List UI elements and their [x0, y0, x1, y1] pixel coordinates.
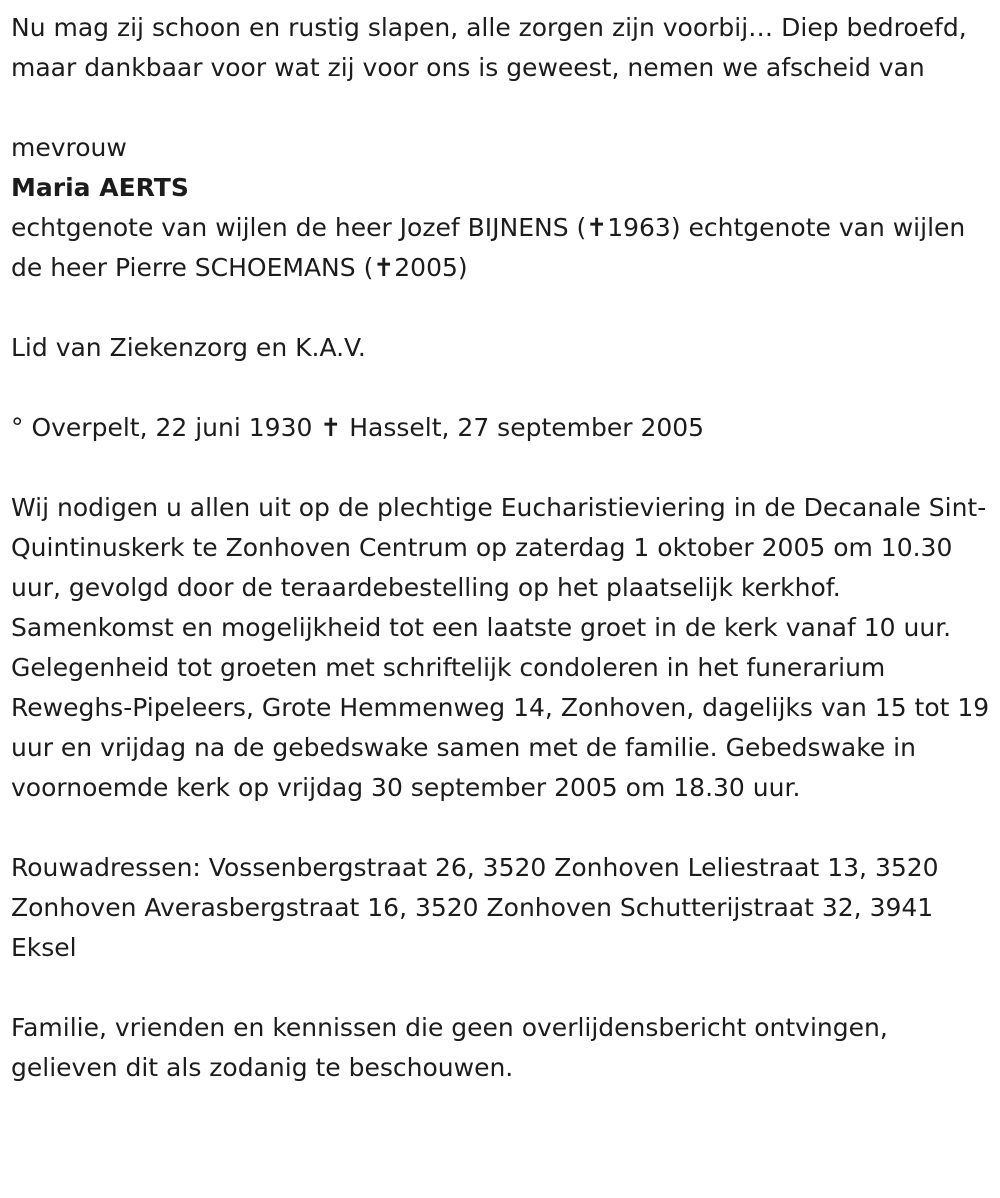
closing-paragraph: Familie, vrienden en kennissen die geen overlijdensbericht ontvingen, gelieven dit als zodanig te beschouwen.: [11, 1013, 888, 1082]
spouses-paragraph: echtgenote van wijlen de heer Jozef BIJNENS (✝1963) echtgenote van wijlen de heer Pierre SCHOEMANS (✝2005): [11, 213, 966, 282]
spacer: [11, 288, 993, 328]
ceremony-paragraph: Wij nodigen u allen uit op de plechtige Eucharistieviering in de Decanale Sint-Quintinuskerk te Zonhoven Centrum op zaterdag 1 oktober 2005 om 10.30 uur, gevolgd door de teraardebestelling op het plaatselijk kerkhof. Samenkomst en mogelijkheid tot een laatste groet in de kerk vanaf 10 uur. Gelegenheid tot groeten met schriftelijk condoleren in het funerarium Reweghs-Pipeleers, Grote Hemmenweg 14, Zonhoven, dagelijks van 15 tot 19 uur en vrijdag na de gebedswake samen met de familie. Gebedswake in voornoemde kerk op vrijdag 30 september 2005 om 18.30 uur.: [11, 493, 990, 802]
spacer: [11, 368, 993, 408]
membership-line: Lid van Ziekenzorg en K.A.V.: [11, 333, 366, 362]
addresses-paragraph: Rouwadressen: Vossenbergstraat 26, 3520 Zonhoven Leliestraat 13, 3520 Zonhoven Averasbergstraat 16, 3520 Zonhoven Schutterijstraat 32, 3941 Eksel: [11, 853, 939, 962]
spacer: [11, 808, 993, 848]
obituary-document: [11, 8, 993, 1088]
salutation: mevrouw: [11, 133, 127, 162]
birth-death-line: ° Overpelt, 22 juni 1930 ✝ Hasselt, 27 september 2005: [11, 413, 705, 442]
spacer: [11, 968, 993, 1008]
deceased-name: Maria AERTS: [11, 173, 189, 202]
spacer: [11, 88, 993, 128]
intro-paragraph: Nu mag zij schoon en rustig slapen, alle zorgen zijn voorbij… Diep bedroefd, maar dankbaar voor wat zij voor ons is geweest, nemen we afscheid van: [11, 13, 967, 82]
spacer: [11, 448, 993, 488]
